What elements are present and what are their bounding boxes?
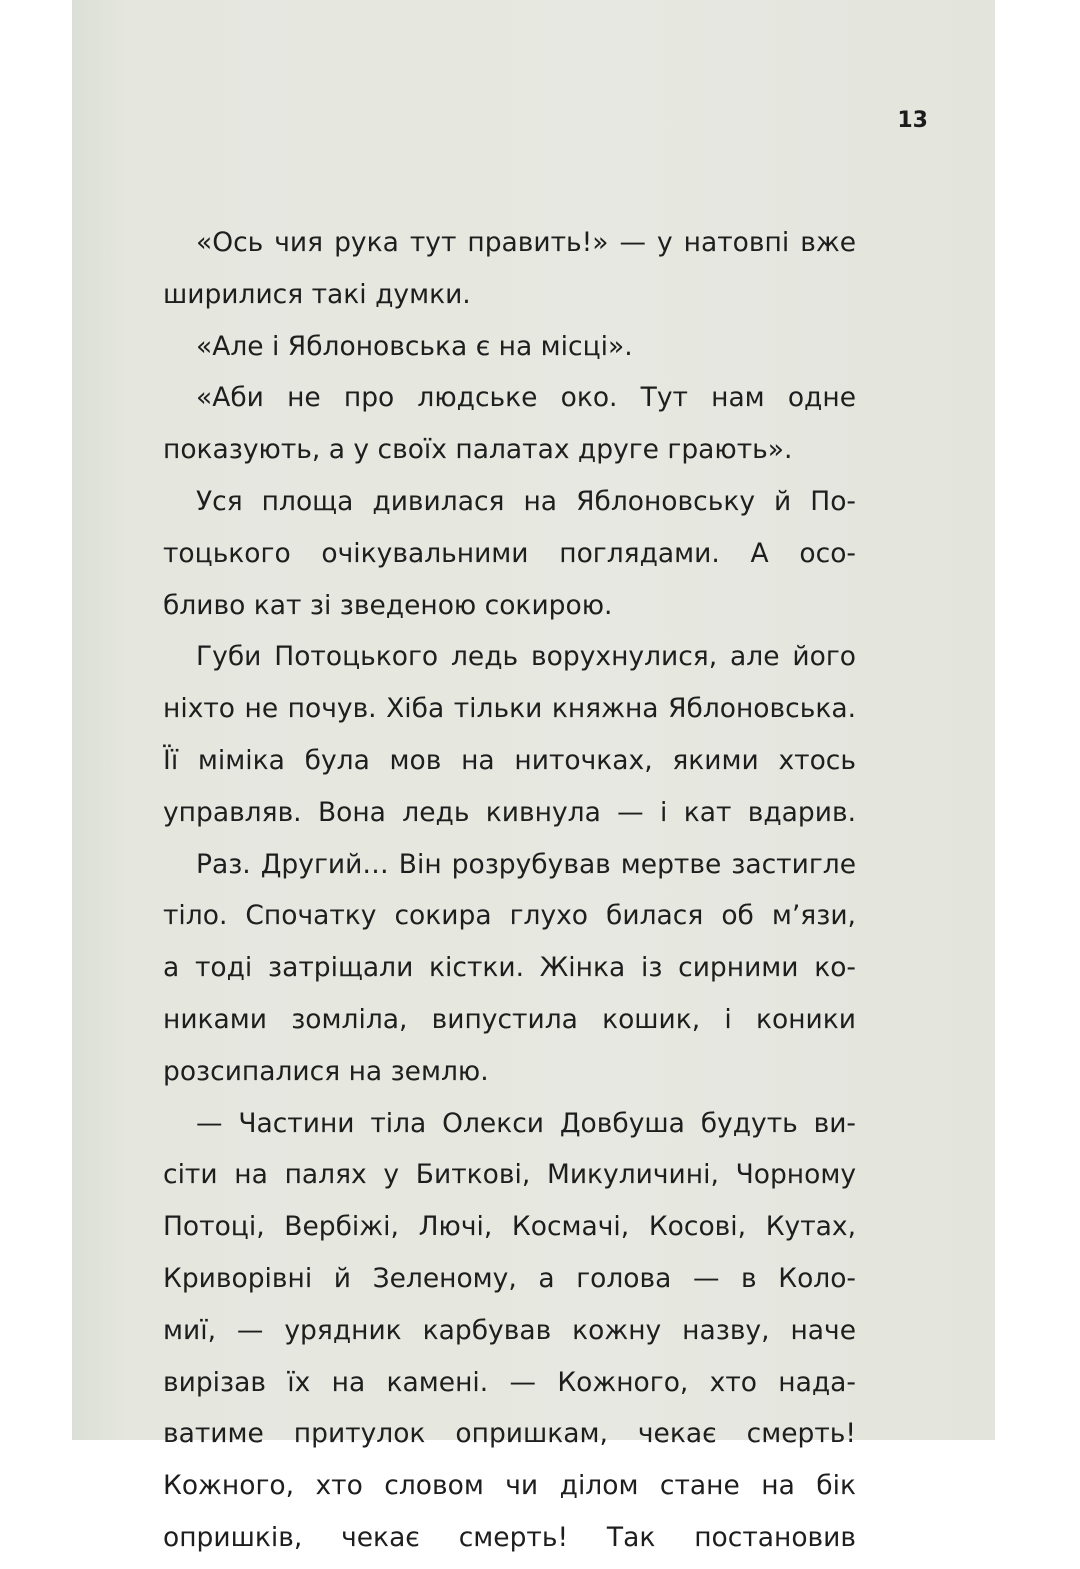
text-line: — Частини тіла Олекси Довбуша будуть ви-: [196, 1107, 856, 1139]
text-line: Уся площа дивилася на Яблоновську й По-: [196, 485, 856, 517]
text-line: Її міміка була мов на ниточках, якими хтось: [163, 744, 856, 776]
text-line: ніхто не почув. Хіба тільки княжна Яблоновська.: [163, 693, 856, 725]
body-text: [163, 222, 856, 1569]
text-line: «Аби не про людське око. Тут нам одне: [196, 382, 856, 414]
text-line: сіти на палях у Биткові, Микуличині, Чорному: [163, 1159, 856, 1191]
text-line: ватиме притулок опришкам, чекає смерть!: [163, 1418, 856, 1450]
text-line: вирізав їх на камені. — Кожного, хто нада-: [163, 1366, 856, 1398]
text-line: тіло. Спочатку сокира глухо билася об м’язи,: [163, 900, 856, 932]
text-line: Кожного, хто словом чи ділом стане на бік: [163, 1470, 856, 1502]
text-line: «Але і Яблоновська є на місці».: [196, 330, 633, 362]
text-line: Криворівні й Зеленому, а голова — в Коло-: [163, 1262, 856, 1294]
text-line: миї, — урядник карбував кожну назву, наче: [163, 1314, 856, 1346]
text-line: показують, а у своїх палатах друге грають».: [163, 434, 793, 466]
text-line: тоцького очікувальними поглядами. А осо-: [163, 537, 856, 569]
text-line: опришків, чекає смерть! Так постановив: [163, 1521, 856, 1553]
text-line: никами зомліла, випустила кошик, і коники: [163, 1003, 856, 1035]
text-line: Раз. Другий… Він розрубував мертве застигле: [196, 848, 856, 880]
text-line: ширилися такі думки.: [163, 278, 471, 310]
text-line: Губи Потоцького ледь ворухнулися, але його: [196, 641, 856, 673]
page-number: 13: [897, 108, 928, 133]
text-line: управляв. Вона ледь кивнула — і кат вдарив.: [163, 796, 856, 828]
text-line: розсипалися на землю.: [163, 1055, 489, 1087]
text-line: «Ось чия рука тут править!» — у натовпі вже: [196, 227, 856, 258]
text-line: бливо кат зі зведеною сокирою.: [163, 589, 613, 621]
text-line: Потоці, Вербіжі, Лючі, Космачі, Косові, Кутах,: [163, 1211, 856, 1243]
text-line: а тоді затріщали кістки. Жінка із сирними ко-: [163, 952, 856, 984]
